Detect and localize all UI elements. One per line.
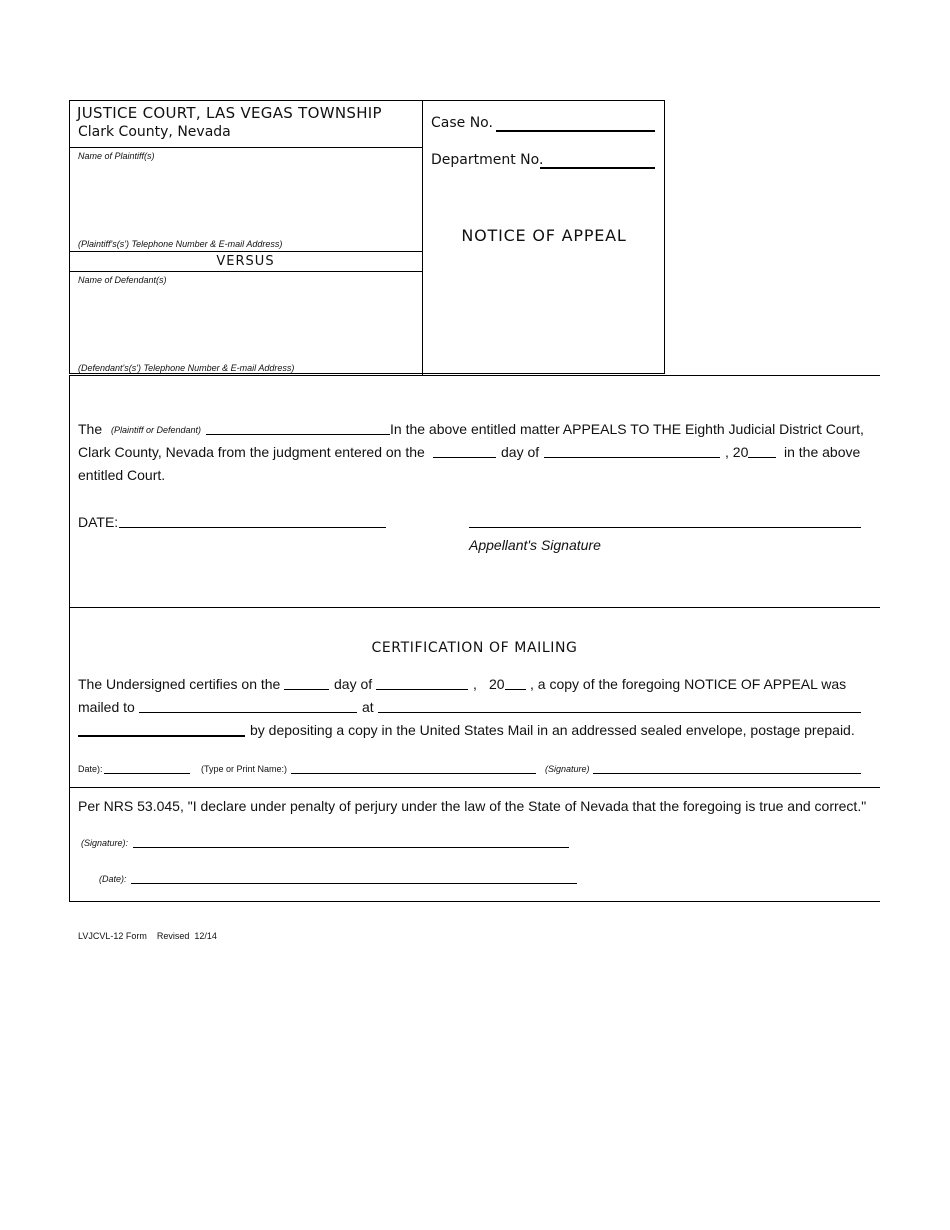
versus-label: VERSUS	[216, 254, 275, 269]
appellant-signature-caption: Appellant's Signature	[469, 537, 601, 553]
declaration-signature-label: (Signature):	[81, 838, 129, 848]
appellant-party-field[interactable]	[206, 434, 390, 435]
mailed-address-field[interactable]	[378, 712, 861, 713]
declaration-signature-field[interactable]	[133, 847, 569, 848]
judgment-month-field[interactable]	[544, 457, 720, 458]
appeal-top-rule	[69, 375, 880, 376]
cert-signature-label: (Signature)	[545, 764, 590, 774]
party-hint: (Plaintiff or Defendant)	[111, 425, 202, 435]
cert-print-name-label: (Type or Print Name:)	[201, 764, 288, 774]
cert-line1-b: day of	[334, 676, 373, 692]
cert-line1-a: The Undersigned certifies on the	[78, 676, 281, 692]
cert-line1-e: , a copy of the foregoing NOTICE OF APPEAL was	[530, 676, 847, 692]
judgment-year-field[interactable]	[748, 457, 776, 458]
cert-day-field[interactable]	[284, 689, 329, 690]
cert-signature-field[interactable]	[593, 773, 861, 774]
defendant-label: Name of Defendant(s)	[78, 275, 167, 285]
versus-bottom-rule	[69, 271, 422, 272]
county-name: Clark County, Nevada	[78, 124, 231, 140]
plaintiff-label: Name of Plaintiff(s)	[78, 151, 155, 161]
certification-title: CERTIFICATION OF MAILING	[371, 640, 578, 656]
appeal-line2-c: , 20	[725, 444, 749, 460]
certification-top-rule	[69, 607, 880, 608]
case-no-label: Case No.	[431, 115, 493, 131]
plaintiff-name-field[interactable]	[70, 164, 421, 236]
mailed-to-field[interactable]	[139, 712, 357, 713]
declaration-top-rule	[69, 787, 880, 788]
judgment-date-field[interactable]	[433, 457, 496, 458]
cert-line2-a: mailed to	[78, 699, 135, 715]
appeal-line2-a: Clark County, Nevada from the judgment entered on the	[78, 444, 425, 460]
mailed-address-field-2[interactable]	[78, 735, 245, 737]
declaration-date-field[interactable]	[131, 883, 577, 884]
department-no-field[interactable]	[540, 167, 655, 169]
form-id: LVJCVL-12 Form Revised 12/14	[78, 931, 217, 941]
case-no-field[interactable]	[496, 130, 655, 132]
appeal-line2-b: day of	[501, 444, 540, 460]
department-no-label: Department No.	[431, 152, 544, 168]
defendant-contact-label: (Defendant's(s') Telephone Number & E-mail Address)	[78, 363, 295, 373]
cert-line2-b: at	[362, 699, 374, 715]
main-bottom-rule	[69, 901, 880, 902]
main-left-rule	[69, 375, 70, 902]
plaintiff-contact-label: (Plaintiff's(s') Telephone Number & E-mail Address)	[78, 239, 283, 249]
versus-top-rule	[69, 251, 422, 252]
cert-line1-d: 20	[489, 676, 505, 692]
appellant-signature-field[interactable]	[469, 527, 861, 528]
cert-date-field[interactable]	[104, 773, 190, 774]
cert-year-field[interactable]	[505, 689, 526, 690]
appeal-date-label: DATE:	[78, 514, 119, 530]
declaration-text: Per NRS 53.045, "I declare under penalty of perjury under the law of the State of Nevada that the foregoing is true and correct."	[78, 798, 867, 814]
cert-line3: by depositing a copy in the United States Mail in an addressed sealed envelope, postage prepaid.	[250, 722, 855, 738]
appeal-the: The	[78, 421, 103, 437]
cert-print-name-field[interactable]	[291, 773, 536, 774]
court-name: JUSTICE COURT, LAS VEGAS TOWNSHIP	[77, 104, 382, 122]
cert-month-field[interactable]	[376, 689, 468, 690]
appeal-line1-text: In the above entitled matter APPEALS TO THE Eighth Judicial District Court,	[390, 421, 864, 437]
appeal-date-field[interactable]	[119, 527, 386, 528]
declaration-date-label: (Date):	[99, 874, 127, 884]
header-separator	[69, 147, 422, 148]
appeal-line2-d: in the above	[784, 444, 861, 460]
form-title: NOTICE OF APPEAL	[461, 226, 627, 245]
appeal-line3: entitled Court.	[78, 467, 166, 483]
cert-date-label: Date):	[78, 764, 103, 774]
defendant-name-field[interactable]	[70, 288, 421, 360]
cert-line1-c: ,	[473, 676, 477, 692]
